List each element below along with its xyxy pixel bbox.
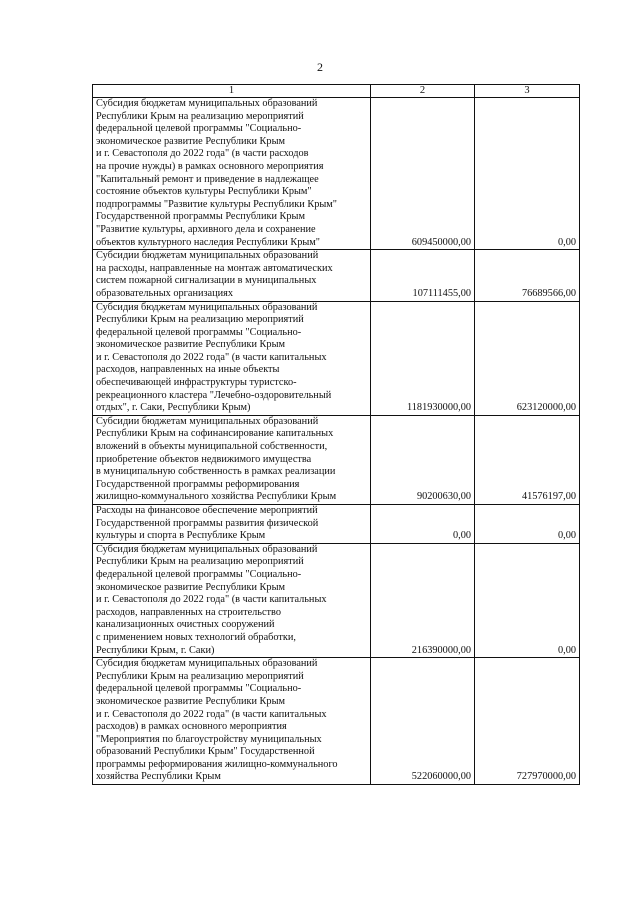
row-description: Субсидии бюджетам муниципальных образований Республики Крым на софинансирование капитальных вложений в объекты муниципальной собственности, приобретение объектов недвижимого имущества в муниципальную собственность в рамках реализации Государственной программы реформирования жилищно-коммунального хозяйства Республики Крым <box>93 415 371 504</box>
table-row <box>93 658 580 785</box>
row-amount-col2: 609450000,00 <box>371 98 475 250</box>
row-amount-col3: 0,00 <box>475 98 580 250</box>
row-amount-col2: 107111455,00 <box>371 250 475 301</box>
table-row <box>93 301 580 415</box>
column-header-1: 1 <box>93 85 371 98</box>
row-amount-col2: 90200630,00 <box>371 415 475 504</box>
row-amount-col2: 522060000,00 <box>371 658 475 785</box>
column-header-2: 2 <box>371 85 475 98</box>
table-header-row <box>93 85 580 98</box>
row-amount-col3: 623120000,00 <box>475 301 580 415</box>
row-description: Субсидия бюджетам муниципальных образований Республики Крым на реализацию мероприятий федеральной целевой программы "Социально- экономическое развитие Республики Крым и г. Севастополя до 2022 года" (в части капитальных расходов, направленных на иные объекты обеспечивающей инфраструктуры туристско- рекреационного кластера "Лечебно-оздоровительный отдых", г. Саки, Республики Крым) <box>93 301 371 415</box>
row-amount-col3: 41576197,00 <box>475 415 580 504</box>
row-amount-col3: 0,00 <box>475 543 580 657</box>
table-row <box>93 415 580 504</box>
page-number: 2 <box>317 60 323 74</box>
row-description: Субсидии бюджетам муниципальных образований на расходы, направленные на монтаж автоматических систем пожарной сигнализации в муниципальных образовательных организациях <box>93 250 371 301</box>
row-description: Расходы на финансовое обеспечение мероприятий Государственной программы развития физической культуры и спорта в Республике Крым <box>93 505 371 544</box>
column-header-3: 3 <box>475 85 580 98</box>
table-row <box>93 543 580 657</box>
row-amount-col3: 0,00 <box>475 505 580 544</box>
row-description: Субсидия бюджетам муниципальных образований Республики Крым на реализацию мероприятий федеральной целевой программы "Социально- экономическое развитие Республики Крым и г. Севастополя до 2022 года" (в части расходов на прочие нужды) в рамках основного мероприятия "Капитальный ремонт и приведение в надлежащее состояние объектов культуры Республики Крым" подпрограммы "Развитие культуры Республики Крым" Государственной программы Республики Крым "Развитие культуры, архивного дела и сохранение объектов культурного наследия Республики Крым" <box>93 98 371 250</box>
row-amount-col2: 0,00 <box>371 505 475 544</box>
table-row <box>93 250 580 301</box>
budget-table <box>92 84 580 785</box>
row-description: Субсидия бюджетам муниципальных образований Республики Крым на реализацию мероприятий федеральной целевой программы "Социально- экономическое развитие Республики Крым и г. Севастополя до 2022 года" (в части капитальных расходов, направленных на строительство канализационных очистных сооружений с применением новых технологий обработки, Республики Крым, г. Саки) <box>93 543 371 657</box>
table-row <box>93 98 580 250</box>
row-amount-col3: 727970000,00 <box>475 658 580 785</box>
row-amount-col2: 1181930000,00 <box>371 301 475 415</box>
row-description: Субсидия бюджетам муниципальных образований Республики Крым на реализацию мероприятий федеральной целевой программы "Социально- экономическое развитие Республики Крым и г. Севастополя до 2022 года" (в части капитальных расходов) в рамках основного мероприятия "Мероприятия по благоустройству муниципальных образований Республики Крым" Государственной программы реформирования жилищно-коммунального хозяйства Республики Крым <box>93 658 371 785</box>
table-row <box>93 505 580 544</box>
row-amount-col3: 76689566,00 <box>475 250 580 301</box>
row-amount-col2: 216390000,00 <box>371 543 475 657</box>
